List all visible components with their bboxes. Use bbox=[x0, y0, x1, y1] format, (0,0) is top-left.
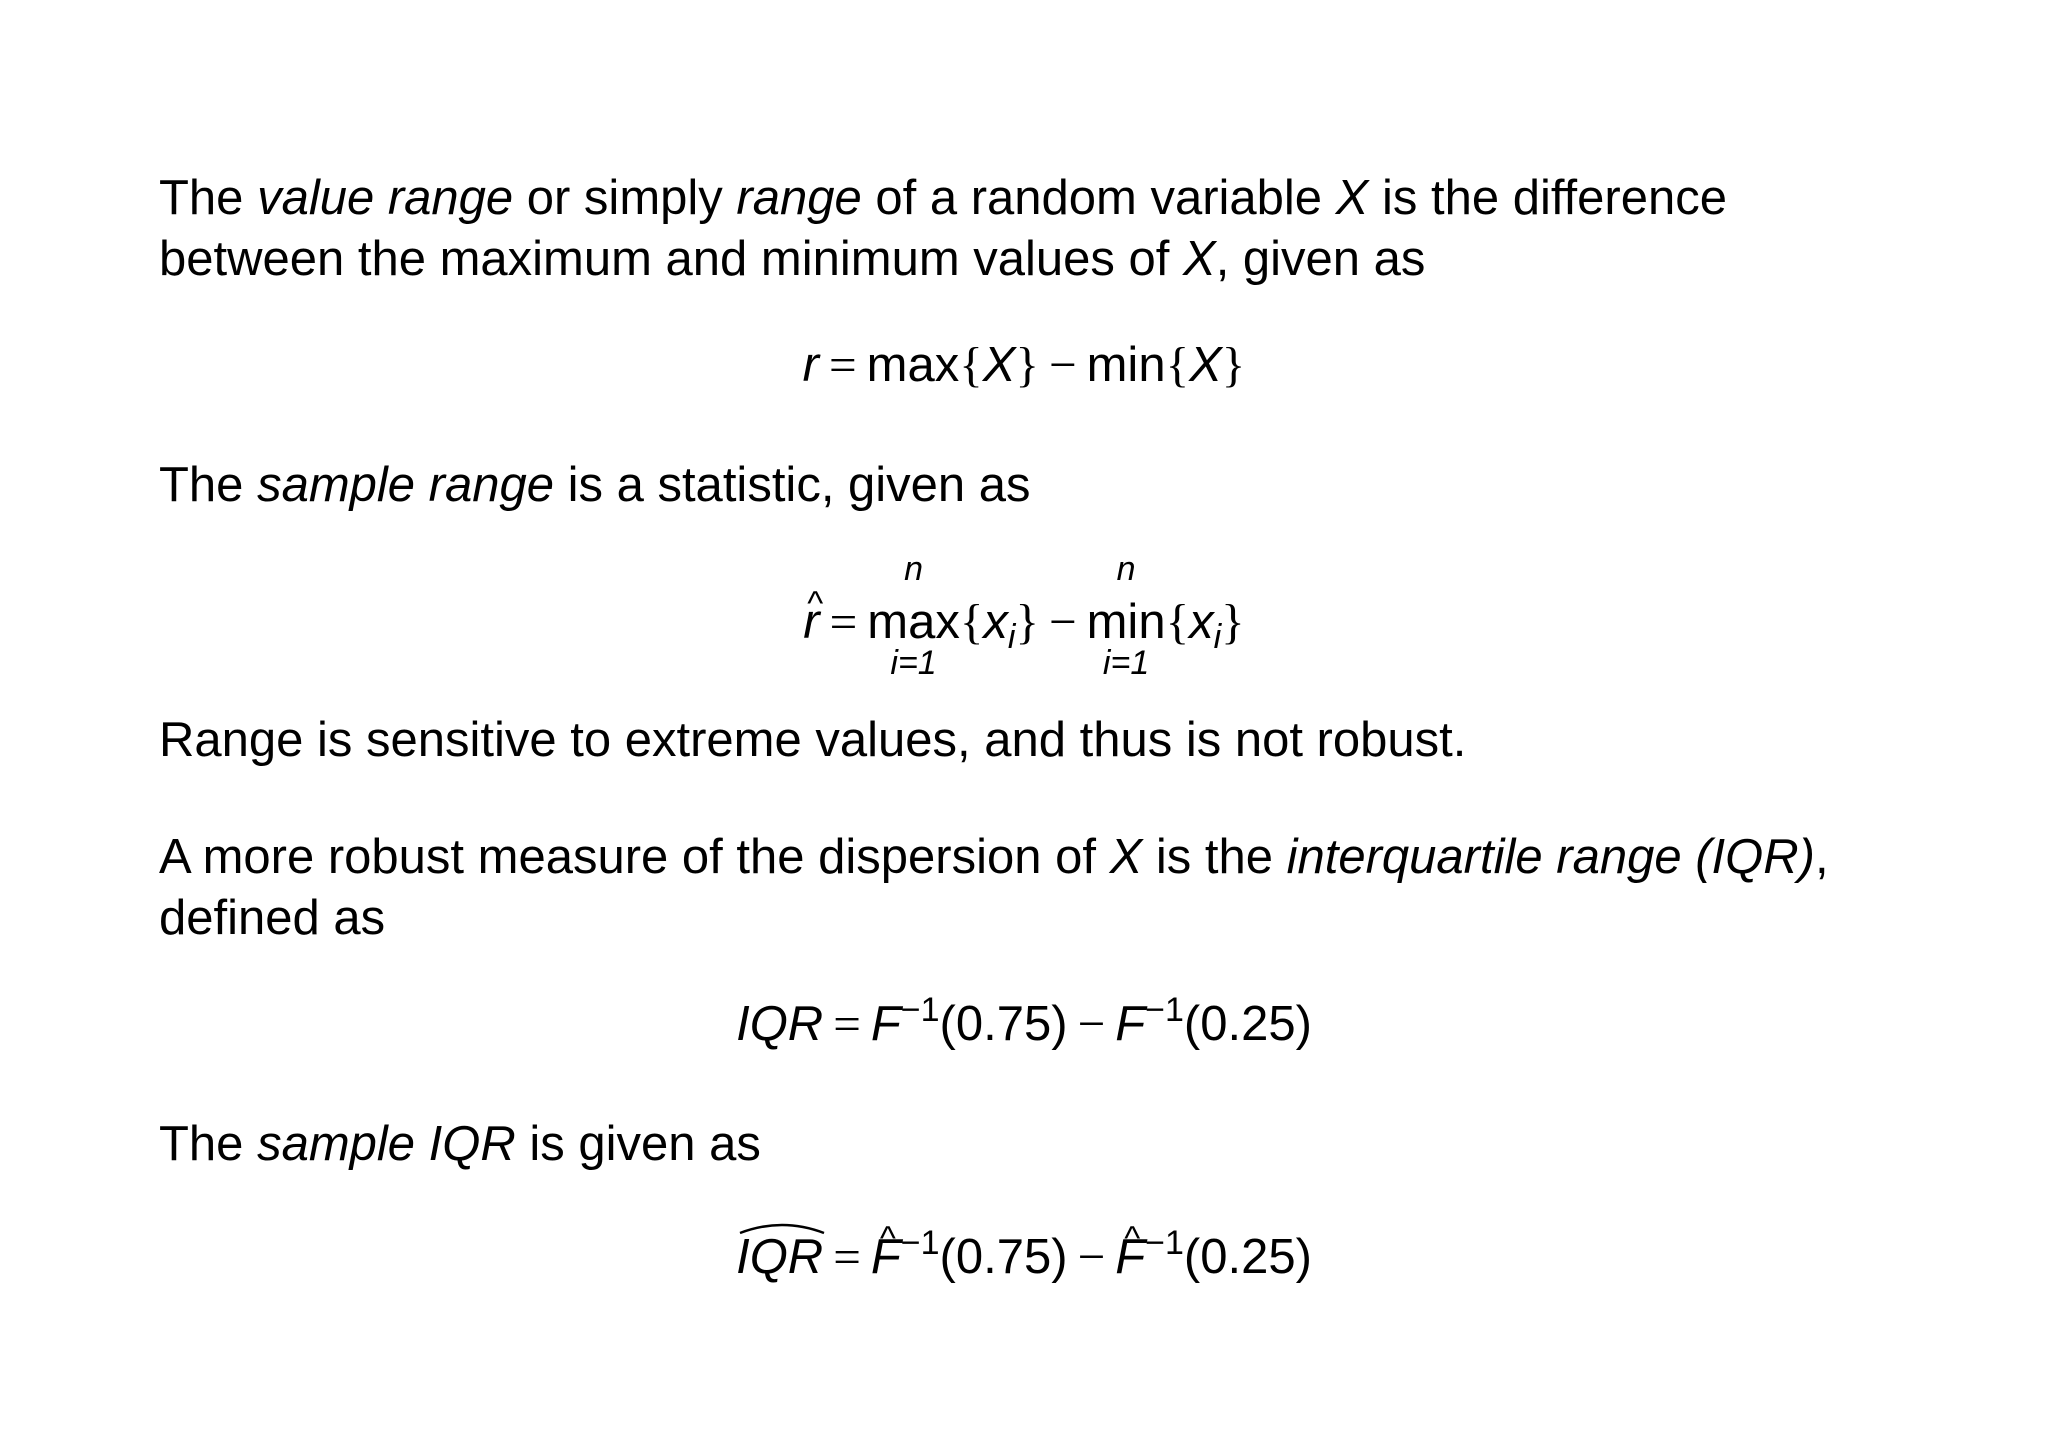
text: of a random variable bbox=[861, 171, 1336, 225]
eq-lbrace: { bbox=[1165, 594, 1190, 649]
eq-arg-q1: (0.25) bbox=[1183, 997, 1312, 1051]
eq-arg-q3: (0.75) bbox=[939, 1230, 1068, 1284]
eq-minus: − bbox=[1048, 337, 1077, 392]
term-sample-range: sample range bbox=[257, 458, 554, 512]
equation-sample-range bbox=[0, 550, 2048, 682]
eq-cdf: F bbox=[870, 997, 901, 1051]
eq-inverse: −1 bbox=[900, 1224, 940, 1262]
var-x: X bbox=[1335, 171, 1369, 225]
text: Range is sensitive to extreme values, and thus is not robust. bbox=[159, 713, 1467, 767]
eq-rbrace: } bbox=[1015, 337, 1039, 392]
term-iqr: interquartile range (IQR) bbox=[1286, 830, 1815, 884]
equation-sample-iqr bbox=[0, 1226, 2048, 1293]
eq-lhs-widehat: IQR bbox=[736, 1227, 823, 1288]
text: , defined as bbox=[159, 830, 1829, 945]
widehat-accent-icon bbox=[736, 1219, 828, 1237]
eq-rbrace: } bbox=[1221, 594, 1245, 649]
paragraph-sample-iqr bbox=[159, 1114, 1919, 1175]
eq-lhs: IQR bbox=[736, 997, 824, 1051]
text: is the difference between the maximum and minimum values of bbox=[159, 171, 1727, 286]
equation-range bbox=[0, 334, 2048, 396]
text: The bbox=[159, 458, 258, 512]
eq-equals: = bbox=[829, 594, 858, 649]
eq-minus: − bbox=[1077, 1229, 1106, 1284]
eq-lbrace: { bbox=[959, 337, 983, 392]
eq-rbrace: } bbox=[1015, 594, 1039, 649]
eq-subscript: i bbox=[1213, 618, 1222, 656]
eq-subscript: i bbox=[1007, 618, 1016, 656]
eq-upper-limit: n bbox=[1116, 550, 1136, 588]
text: The bbox=[159, 171, 258, 225]
eq-cdf-hat: ^ F bbox=[1115, 1227, 1145, 1288]
eq-minus: − bbox=[1048, 594, 1077, 649]
eq-lhs-hat: ^ r bbox=[803, 592, 819, 653]
eq-equals: = bbox=[829, 337, 857, 392]
eq-var: x bbox=[1189, 595, 1214, 649]
text: The bbox=[159, 1117, 258, 1171]
eq-inverse: −1 bbox=[1145, 991, 1184, 1029]
eq-upper-limit: n bbox=[904, 550, 924, 588]
eq-rbrace: } bbox=[1221, 337, 1246, 392]
eq-equals: = bbox=[833, 996, 861, 1051]
paragraph-sample-range bbox=[159, 455, 1919, 516]
eq-var: X bbox=[1189, 338, 1222, 392]
eq-inverse: −1 bbox=[900, 991, 940, 1029]
paragraph-value-range bbox=[159, 168, 1919, 290]
eq-equals: = bbox=[833, 1229, 861, 1284]
eq-max: max bbox=[866, 338, 960, 392]
eq-cdf-hat: ^ F bbox=[871, 1227, 901, 1288]
eq-cdf: F bbox=[1115, 997, 1146, 1051]
term-value-range: value range bbox=[257, 171, 514, 225]
eq-arg-q1: (0.25) bbox=[1183, 1230, 1312, 1284]
eq-inverse: −1 bbox=[1145, 1224, 1184, 1262]
eq-min-operator bbox=[1086, 550, 1166, 682]
text: A more robust measure of the dispersion of bbox=[159, 830, 1110, 884]
eq-max: max bbox=[867, 595, 960, 649]
text: is the bbox=[1142, 830, 1287, 884]
eq-lbrace: { bbox=[1165, 337, 1190, 392]
var-x: X bbox=[1109, 830, 1143, 884]
eq-lhs: r bbox=[802, 338, 819, 392]
eq-lower-limit: i=1 bbox=[890, 644, 937, 682]
eq-arg-q3: (0.75) bbox=[939, 997, 1068, 1051]
text: is a statistic, given as bbox=[553, 458, 1031, 512]
text: , given as bbox=[1215, 232, 1426, 286]
eq-min: min bbox=[1086, 595, 1166, 649]
paragraph-iqr bbox=[159, 827, 1919, 949]
eq-var: X bbox=[982, 338, 1016, 392]
text: is given as bbox=[515, 1117, 761, 1171]
eq-lower-limit: i=1 bbox=[1102, 644, 1150, 682]
eq-var: x bbox=[983, 595, 1008, 649]
eq-minus: − bbox=[1077, 996, 1106, 1051]
term-sample-iqr: sample IQR bbox=[257, 1117, 516, 1171]
var-x: X bbox=[1183, 232, 1216, 286]
term-range: range bbox=[736, 171, 862, 225]
eq-lbrace: { bbox=[959, 594, 984, 649]
eq-min: min bbox=[1086, 338, 1166, 392]
eq-max-operator bbox=[867, 550, 960, 682]
text: or simply bbox=[513, 171, 737, 225]
equation-iqr bbox=[0, 993, 2048, 1060]
paragraph-robustness bbox=[159, 710, 1919, 771]
